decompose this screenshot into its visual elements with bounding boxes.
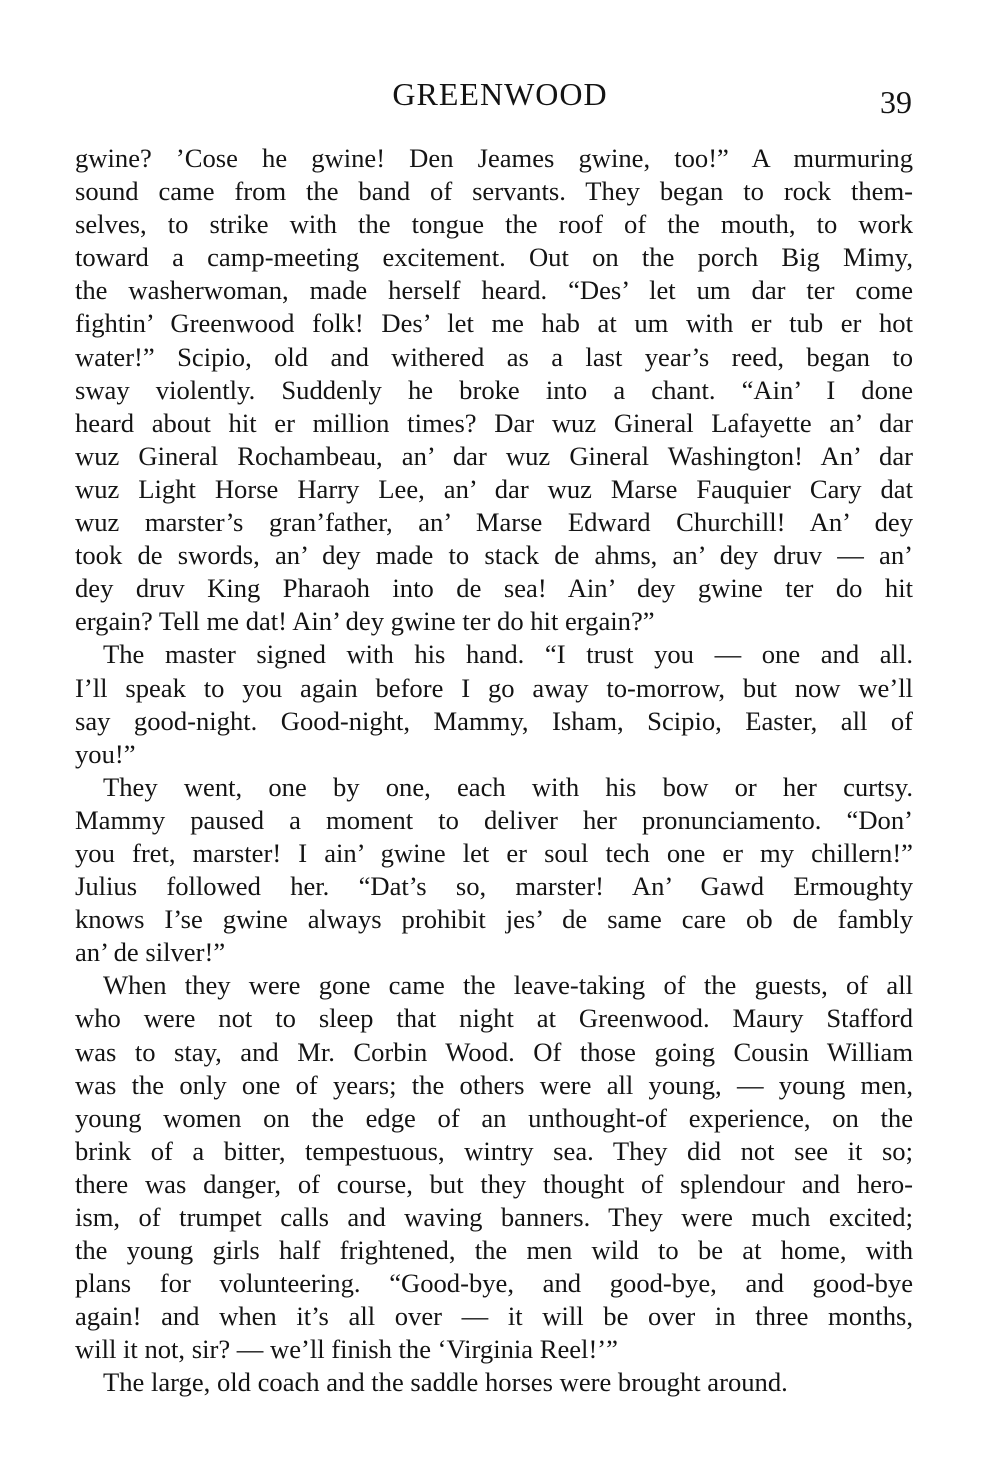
text-line: wuz Light Horse Harry Lee, an’ dar wuz Marse Fauquier Cary dat	[75, 473, 913, 504]
text-line: again! and when it’s all over — it will be over in three months,	[75, 1301, 913, 1332]
text-line: the young girls half frightened, the men wild to be at home, with	[75, 1235, 913, 1266]
text-line: toward a camp-meeting excitement. Out on the porch Big Mimy,	[75, 242, 913, 273]
text-line: will it not, sir? — we’ll finish the ‘Virginia Reel!’”	[75, 1334, 618, 1365]
text-line: selves, to strike with the tongue the roof of the mouth, to work	[75, 209, 913, 240]
running-head	[0, 74, 1000, 120]
paragraph-start: The large, old coach and the saddle horses were brought around.	[103, 1367, 788, 1398]
text-line: was to stay, and Mr. Corbin Wood. Of those going Cousin William	[75, 1036, 913, 1067]
text-line: water!” Scipio, old and withered as a last year’s reed, began to	[75, 341, 913, 372]
text-line: ergain? Tell me dat! Ain’ dey gwine ter do hit ergain?”	[75, 606, 655, 637]
text-line: say good-night. Good-night, Mammy, Isham, Scipio, Easter, all of	[75, 705, 913, 736]
text-line: the washerwoman, made herself heard. “Des’ let um dar ter come	[75, 275, 913, 306]
text-line: young women on the edge of an unthought-of experience, on the	[75, 1102, 913, 1133]
text-line: ism, of trumpet calls and waving banners. They were much excited;	[75, 1202, 913, 1232]
text-line: there was danger, of course, but they thought of splendour and hero-	[75, 1168, 913, 1199]
text-line: I’ll speak to you again before I go away to-morrow, but now we’ll	[75, 672, 913, 703]
text-line: Julius followed her. “Dat’s so, marster! An’ Gawd Ermoughty	[75, 871, 913, 902]
text-line: wuz marster’s gran’father, an’ Marse Edward Churchill! An’ dey	[75, 507, 913, 538]
chapter-title: GREENWOOD	[392, 76, 608, 112]
text-line: was the only one of years; the others were all young, — young men,	[75, 1069, 913, 1100]
text-line: knows I’se gwine always prohibit jes’ de same care ob de fambly	[75, 904, 913, 935]
body-text	[75, 142, 913, 1400]
text-line: you fret, marster! I ain’ gwine let er soul tech one er my chillern!”	[75, 837, 913, 868]
text-line: gwine? ’Cose he gwine! Den Jeames gwine, too!” A murmuring	[75, 143, 913, 173]
text-line: heard about hit er million times? Dar wuz Gineral Lafayette an’ dar	[75, 407, 913, 438]
paragraph-start: The master signed with his hand. “I trust you — one and all.	[103, 639, 913, 670]
text-line: took de swords, an’ dey made to stack de ahms, an’ dey druv — an’	[75, 540, 913, 571]
text-line: you!”	[75, 738, 136, 769]
paragraph-start: They went, one by one, each with his bow or her curtsy.	[103, 771, 913, 802]
text-line: plans for volunteering. “Good-bye, and good-bye, and good-bye	[75, 1268, 913, 1299]
text-line: sway violently. Suddenly he broke into a chant. “Ain’ I done	[75, 374, 913, 405]
text-line: wuz Gineral Rochambeau, an’ dar wuz Gineral Washington! An’ dar	[75, 440, 913, 471]
text-line: who were not to sleep that night at Greenwood. Maury Stafford	[75, 1003, 913, 1034]
text-line: brink of a bitter, tempestuous, wintry sea. They did not see it so;	[75, 1135, 913, 1166]
text-line: an’ de silver!”	[75, 937, 226, 968]
paragraph-start: When they were gone came the leave-taking of the guests, of all	[103, 970, 913, 1001]
text-line: dey druv King Pharaoh into de sea! Ain’ dey gwine ter do hit	[75, 573, 913, 604]
text-line: fightin’ Greenwood folk! Des’ let me hab at um with er tub er hot	[75, 308, 913, 339]
text-line: Mammy paused a moment to deliver her pronunciamento. “Don’	[75, 804, 913, 835]
text-line: sound came from the band of servants. They began to rock them-	[75, 176, 913, 207]
page-number: 39	[880, 84, 912, 120]
